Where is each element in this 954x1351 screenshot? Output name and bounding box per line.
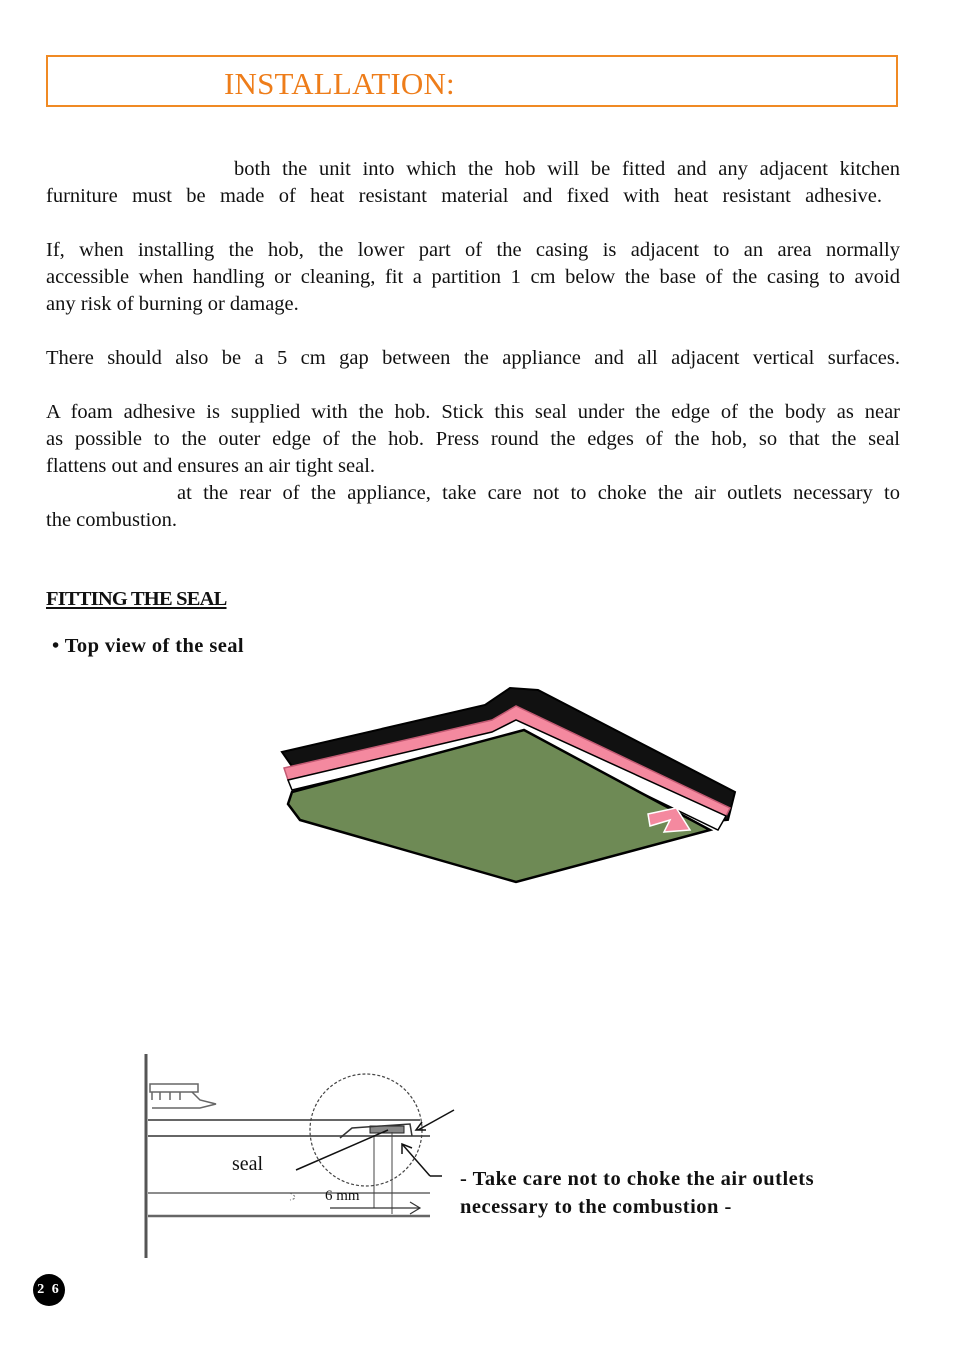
text-line: at the rear of the appliance, take care not to choke the air outlets necessary to [177, 482, 900, 504]
seal-label: seal [232, 1153, 264, 1175]
arrow-icon [402, 1144, 430, 1176]
text-line: flattens out and ensures an air tight seal. [46, 455, 376, 477]
page-title: INSTALLATION: [224, 66, 455, 101]
burner-icon [150, 1084, 198, 1092]
warning-line: - Take care not to choke the air outlets [460, 1168, 815, 1190]
seal-top-view-illustration [270, 680, 750, 890]
section-heading: FITTING THE SEAL [46, 588, 227, 610]
detail-circle [310, 1074, 422, 1186]
seal-cross-section-diagram [140, 1048, 470, 1263]
text-line: A foam adhesive is supplied with the hob. Stick this seal under the edge of the body as near [46, 401, 900, 423]
paragraph-heat-resistant [46, 156, 900, 210]
paragraph-air-outlets [46, 480, 900, 534]
warning-note [460, 1165, 814, 1221]
text-line: both the unit into which the hob will be fitted and any adjacent kitchen [234, 158, 900, 180]
paragraph-partition [46, 237, 900, 318]
text-line: as possible to the outer edge of the hob. Press round the edges of the hob, so that the seal [46, 428, 900, 450]
paragraph-gap [46, 345, 900, 372]
page-number: 2 6 [33, 1274, 65, 1306]
text-line: any risk of burning or damage. [46, 293, 299, 315]
text-line: accessible when handling or cleaning, fit a partition 1 cm below the base of the casing to avoid [46, 266, 900, 288]
dimension-label: 6 mm [325, 1188, 360, 1204]
arrow-icon [418, 1110, 454, 1130]
paragraph-foam-adhesive [46, 399, 900, 480]
text-line: There should also be a 5 cm gap between the appliance and all adjacent vertical surfaces. [46, 347, 900, 369]
text-line: If, when installing the hob, the lower part of the casing is adjacent to an area normally [46, 239, 900, 261]
text-line: furniture must be made of heat resistant material and fixed with heat resistant adhesive. [46, 185, 882, 207]
title-box [46, 55, 898, 107]
text-line: the combustion. [46, 509, 177, 531]
bullet-top-view: • Top view of the seal [52, 635, 244, 657]
warning-line: necessary to the combustion - [460, 1196, 732, 1218]
